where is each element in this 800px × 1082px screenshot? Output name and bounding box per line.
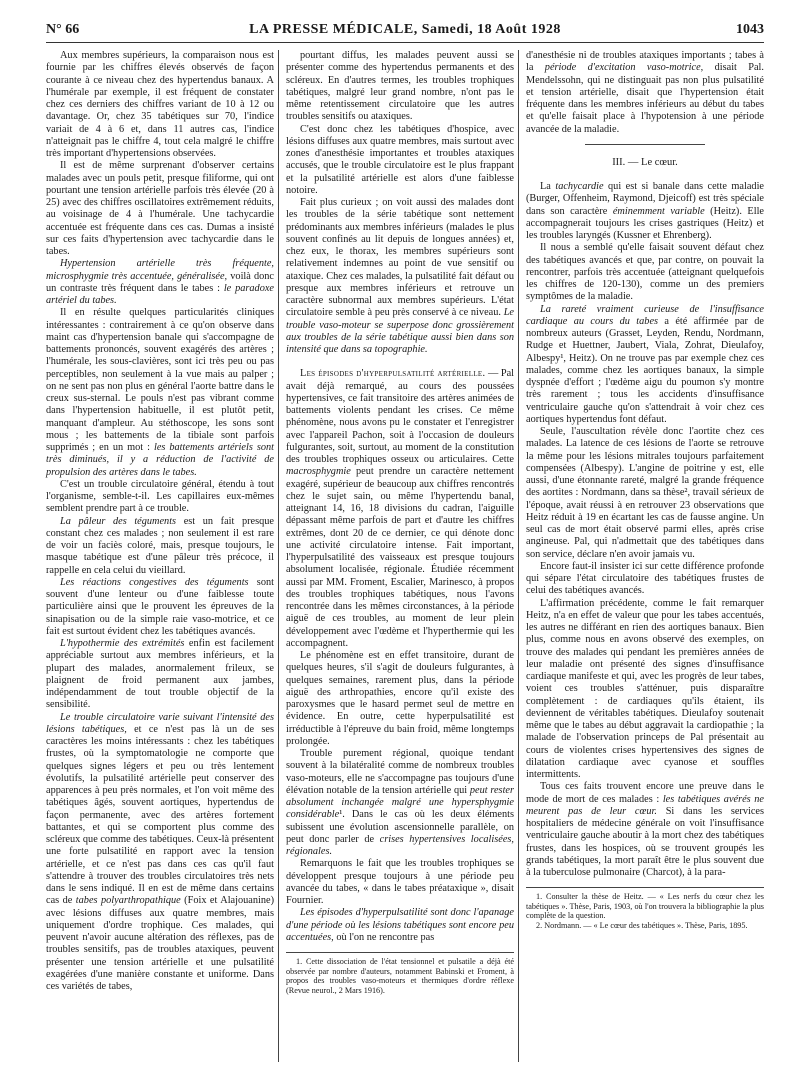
- paragraph: [46, 638, 274, 712]
- text-run: disait Pal. Mendelssohn, qui ne distinguait pas non plus pulsatilité et tension artérielle, disait que l'hypertension était fréquente dans les membres inférieurs au début du tabes et qu'elle faisait place à l'hypotension à une période avancée de la maladie.: [526, 62, 764, 135]
- text-run: est un fait presque constant chez ces malades ; non seulement il est rare de voir un faciès coloré, mais, presque toujours, le masque tabétique est d'une pâleur très précoce, il rappelle en cela celui du vieillard.: [46, 515, 274, 576]
- footnotes: [526, 892, 764, 930]
- paragraph: [286, 197, 514, 356]
- journal-title: LA PRESSE MÉDICALE, Samedi, 18 Août 1928: [249, 22, 561, 37]
- text-run: La: [540, 181, 556, 192]
- paragraph: [526, 781, 764, 879]
- column-3: [526, 50, 764, 931]
- emphasis: L'hypothermie des extrémités: [60, 638, 185, 649]
- paragraph: [286, 368, 514, 650]
- spacer: [286, 356, 514, 368]
- paragraph: [46, 577, 274, 638]
- text-run: Trouble purement régional, quoique tendant souvent à la bilatéralité comme de nombreux troubles vaso-moteurs, elle ne s'accompagne pas toujours d'une élévation notable de la tension artérielle qui: [286, 748, 514, 796]
- column-divider: [278, 50, 279, 1062]
- text-run: et ce n'est pas là un de ses caractères les moins intéressants : chez les tabétiques frustes, où la symptomatologie ne comporte que quelques signes légers et peu ou très lentement évolutifs, la pulsatilité artérielle peut conserver des apparences à peu près normales, et l'on voit même des tabétiques âgés, souvent aortiques, hypertendus de façon permanente, avec des artères fortement battantes, et qui se comportent plus comme des scléreux que comme des tabétiques. Ceux-là présentent une forte pulsatilité en rapport avec la tension artérielle, et ce n'est pas dans ces cas qu'il faut s'attendre à trouver des troubles circulatoires très nets dans le sens indiqué. Il en est de même dans certains cas de: [46, 723, 274, 907]
- emphasis: Le trouble circulatoire varie suivant l'intensité des lésions tabétiques,: [46, 711, 274, 735]
- paragraph: [46, 258, 274, 307]
- emphasis: macrosphygmie: [286, 466, 351, 478]
- text-run: d'anesthésie ni de troubles ataxiques importants ; tabes à la: [526, 50, 764, 74]
- emphasis: Les réactions congestives des téguments: [60, 576, 249, 588]
- text-run: qui est si banale dans cette maladie (Burger, Offenheim, Raymond, Djeicoff) est très spéciale dans son caractère: [526, 181, 765, 217]
- footnote: 1. Cette dissociation de l'état tensionnel et pulsatile a déjà été observée par nombre d'auteurs, notamment Babinski et Froment, à propos des troubles vaso-moteurs et thermiques d'ordre réflexe (Revue neurol., 2 Mars 1916).: [286, 957, 514, 995]
- paragraph: C'est un trouble circulatoire général, étendu à tout l'organisme, semble-t-il. Les capillaires eux-mêmes semblent prendre part à ce trouble.: [46, 478, 274, 515]
- emphasis: peut rester absolument inchangée malgré une hypersphygmie considérable: [286, 784, 515, 821]
- page-header: [46, 22, 764, 44]
- paragraph: [46, 516, 274, 577]
- text-run: Si dans les services hospitaliers de médecine générale on voit l'insuffisance ventriculaire gauche aboutir à la mort chez des tabétiques frustes, dans les hospices, où se trouvent groupés les grands tabétiques, la mort paraît être le plus souvent due à la tuberculose pulmonaire (Charcot), à la para-: [526, 805, 764, 878]
- emphasis: tabes polyarthropathique: [75, 895, 181, 907]
- paragraph: Le phénomène est en effet transitoire, durant de quelques heures, s'il s'agit de douleurs fulgurantes, à quelques semaines, rarement plus, dans la période aiguë des arthropathies, encore qu'il existe des paroxysmes que le hasard permet seul de mettre en évidence. En outre, cette hyperpulsatilité est irréductible à l'épreuve du bain froid, même longtemps prolongée.: [286, 650, 514, 747]
- emphasis: les tabétiques avérés ne meurent pas de leur cœur.: [526, 793, 765, 817]
- footnote: 1. Consulter la thèse de Heitz. — « Les nerfs du cœur chez les tabétiques ». Thèse, Paris, 1903, où l'on trouvera la bibliographie la plus complète de la question.: [526, 892, 764, 921]
- emphasis: Hypertension artérielle très fréquente, microsphygmie très accentuée, généralisée,: [46, 258, 274, 282]
- footnotes: [286, 957, 514, 995]
- emphasis: La pâleur des téguments: [60, 515, 177, 527]
- emphasis: les battements artériels sont très diminués, il y a réduction de l'activité de propulsion des artères dans le tabes.: [46, 442, 274, 478]
- emphasis: crises hypertensives localisées, régionales.: [286, 833, 514, 857]
- emphasis: Les épisodes d'hyperpulsatilité sont donc l'apanage d'une période où les lésions tabétiques sont encore peu accentuées,: [286, 907, 514, 943]
- emphasis: période d'excitation vaso-motrice,: [544, 62, 704, 74]
- column-1: [46, 50, 274, 993]
- paragraph: [526, 181, 764, 242]
- paragraph: Seule, l'auscultation révèle donc l'aortite chez ces malades. La latence de ces lésions de l'aorte se retrouve la même pour les lésions mitrales toujours parfaitement compensées (Albespy). L'angine de poitrine y est, elle aussi, d'une étonnante rareté, malgré la grande fréquence des aortites : Nordmann, dans sa thèse², travail sérieux de l'époque, avait réussi à en retrouver 23 observations que Heitz réduit à 19 en écartant les cas de fausse angine. Un seul cas de mort était observé parmi elles, après crise angineuse. Pal, qui n'admettait que des tabétiques dans son service, déclare n'en avoir jamais vu.: [526, 426, 764, 560]
- emphasis: La rareté vraiment curieuse de l'insuffisance cardiaque au cours du tabes: [526, 303, 764, 327]
- paragraph: [286, 907, 514, 944]
- section-heading: III. — Le cœur.: [612, 156, 678, 168]
- paragraph: [286, 748, 514, 858]
- emphasis: tachycardie: [555, 181, 604, 192]
- header-rule: [46, 42, 764, 43]
- emphasis: le paradoxe artériel du tabes.: [46, 282, 274, 306]
- paragraph: C'est donc chez les tabétiques d'hospice, avec lésions diffuses aux quatre membres, mais surtout avec zones d'anesthésie importantes et troubles ataxiques accusés, que le trouble circulatoire est le plus frappant et la pulsatilité artérielle est alors d'une faiblesse notoire.: [286, 123, 514, 196]
- paragraph: Remarquons le fait que les troubles trophiques se développent presque toujours à une période peu avancée du tabes, « dans le tabes préataxique », disait Fournier.: [286, 858, 514, 906]
- paragraph: pourtant diffus, les malades peuvent aussi se présenter comme des hypertendus permanents et des scléreux. En d'autres termes, les troubles trophiques tabétiques, malgré leur grand nombre, n'ont pas le même retentissement circulatoire que les autres troubles sensitifs ou ataxiques.: [286, 50, 514, 123]
- paragraph: [46, 307, 274, 479]
- paragraph: [46, 712, 274, 994]
- paragraph: Il est de même surprenant d'observer certains malades avec un pouls petit, presque filiforme, qui ont pourtant une tension artérielle parfois très élevée (20 à 25) avec des chiffres oscillatoires extrêmement réduits, au voisinage de 4 à l'humérale. Une tachycardie accentuée est fréquente dans ces cas. Dumas a insisté sur ces faits d'hypertension avec tachycardie dans le tabes.: [46, 160, 274, 257]
- column-2: [286, 50, 514, 995]
- emphasis: Le trouble vaso-moteur se superpose donc grossièrement aux troubles de la série tabétique aussi bien dans son intensité que dans sa topographie.: [286, 307, 514, 355]
- paragraph: Il nous a semblé qu'elle faisait souvent défaut chez des tabétiques avancés et que, par contre, on pouvait la rencontrer, parfois très accentuée (atteignant quelquefois les chiffres de 120-130), comme un des premiers symptômes de la maladie.: [526, 242, 764, 303]
- page-number: 1043: [736, 22, 764, 37]
- emphasis: éminemment variable: [612, 205, 705, 217]
- text-run: peut prendre un caractère nettement exagéré, supérieur de beaucoup aux chiffres rencontrés chez le sujet sain, ou même l'hypertendu banal, atteignant 14, 16, 18 divisions du cadran, l'aiguille dépassant même parfois de part et d'autre les chiffres extrêmes, dont 20 de ce dernier, ce qui dénote donc une activité circulatoire intense. Fait important, l'hyperpulsatilité des vaisseaux est presque toujours absolument localisée, régionale. Étudiée récemment aussi par MM. Froment, Escalier, Marinesco, à propos des troubles trophiques tabétiques, nous l'avons rencontrée dans les mêmes circonstances, à la période aiguë de ces troubles, au moment de leur plein développement avec l'œdème et l'hyperthermie qui les accompagnent.: [286, 466, 514, 649]
- section-heading: Les épisodes d'hyperpulsatilité artérielle.: [300, 368, 486, 380]
- text-run: (Heitz). Elle accompagnerait toujours les crises gastriques (Heitz) et les troubles laryngés (Kussner et Ehrenberg).: [526, 205, 764, 241]
- paragraph: Aux membres supérieurs, la comparaison nous est fournie par les chiffres élevés observés de façon courante à ce niveau chez des hypertendus banaux. A l'humérale par exemple, il est fréquent de constater chez ces derniers des chiffres variant de 10 à 12 ou davantage. Or, chez 35 tabétiques sur 70, l'indice variait de 4 à 6 et, dans 11 autres cas, l'indice n'atteignait pas le chiffre 4, tout cela malgré le chiffre très important d'hypertensions observées.: [46, 50, 274, 159]
- text-run: a été affirmée par de nombreux auteurs (Grasset, Leyden, Rendu, Nordmann, Rudge et Huettner, Jaubert, Viala, Zohrat, Dieulafoy, Albespy¹, Heitz). On ne trouve pas par exemple chez ces malades, comme chez les aortiques banaux, la simple dyspnée d'effort ; l'œdème aigu du poumon s'y montre très rarement ; tous les accidents d'insuffisance ventriculaire gauche qu'on s'attendrait à voir chez ces aortiques hypertendus font défaut.: [526, 315, 764, 425]
- paragraph: Encore faut-il insister ici sur cette différence profonde qui sépare l'état circulatoire des tabétiques frustes de celui des tabétiques avancés.: [526, 560, 764, 597]
- text-run: Fait plus curieux ; on voit aussi des malades dont les troubles de la série tabétique sont nettement prédominants aux membres inférieurs (malades le plus souvent confinés au lit depuis de longues années) et, chez eux, le thorax, les membres supérieurs sont relativement indemnes au point de vue sensitif ou ataxique. Chez ces malades, la pulsatilité fait défaut ou presque aux membres inférieurs et retrouve un caractère subnormal aux membres supérieurs. L'état circulatoire semble à peu près conservé à ce niveau.: [286, 197, 514, 319]
- text-run: — Pal avait déjà remarqué, au cours des poussées hypertensives, ce fait transitoire des artères animées de battements violents pendant les crises. Ce même phénomène, nous avons pu le constater et l'enregistrer avec l'appareil Pachon, soit à l'occasion de douleurs fulgurantes, soit, surtout, au moment de la constitution des troubles trophiques osseux ou articulaires. Cette: [286, 368, 514, 465]
- paragraph: [526, 50, 764, 136]
- issue-number: N° 66: [46, 22, 80, 37]
- footnote-rule: [526, 887, 764, 888]
- text-run: voilà donc un contraste très fréquent dans le tabes :: [46, 270, 274, 294]
- text-run: enfin est facilement appréciable surtout aux membres inférieurs, et la plupart des malades, anormalement frileux, se plaignent de froid permanent aux jambes, indépendamment de tout trouble objectif de la sensibilité.: [46, 638, 274, 711]
- text-run: Il en résulte quelques particularités cliniques intéressantes : contrairement à ce qu'on observe dans maint cas d'hypertension banale qui s'accompagne de battements prononcés, souvent exagérés des artères ; l'humérale, les sous-clavières, sont ici très peu ou pas perceptibles, non seulement à la vue mais au palper ; on ne sent pas non plus en général l'aorte battre dans le creux sus-sternal. Le pouls n'est pas vibrant comme dans l'hypertension habituelle, il est plutôt petit, manquant d'ampleur. Au stéthoscope, les sons sont mous ; les battements de la tibiale sont parfois supprimés ; en un mot :: [46, 307, 274, 453]
- column-divider: [518, 50, 519, 1062]
- paragraph: [526, 304, 764, 427]
- footnote-rule: [286, 952, 514, 953]
- text-run: (Foix et Alajouanine) avec lésions diffuses aux quatre membres, mais uniquement d'ordre trophique. Ces malades, qui peuvent n'avoir aucune altération des réflexes, pas de troubles sensitifs, pas de troubles ataxiques, peuvent présenter une tension artérielle et une pulsatilité exagérées d'une manière constante et uniforme. Dans ces variétés de tabes,: [46, 895, 275, 992]
- text-run: sont souvent d'une lenteur ou d'une faiblesse toute particulière ainsi que le prouvent les épreuves de la sinapisation ou de la simple raie vaso-motrice, et ce fait est surtout évident chez les tabétiques avancés.: [46, 576, 274, 637]
- paragraph: L'affirmation précédente, comme le fait remarquer Heitz, n'a en effet de valeur que pour les tabes accentués, les autres ne différant en rien des aortiques banaux. Bien plus, comme nous en avons observé des exemples, on trouve des malades qui pendant les premières années de leur maladie ont présenté des signes d'insuffisance cardiaque manifeste et qui, avec les progrès de leur tabes, voient ces troubles s'atténuer, puis disparaître complètement : de cardiaques qu'ils étaient, ils deviennent de véritables tabétiques. Dieulafoy soutenait même que le tabes au début aggravait la cardiopathie ; la malade de l'observation princeps de Pal présentait au cours de violentes crises hypertensives des signes de dilatation cardiaque avec cyanose et souffles intermittents.: [526, 597, 764, 780]
- section-rule: [585, 144, 705, 145]
- text-run: où l'on ne rencontre pas: [333, 931, 435, 943]
- text-run: ¹. Dans le cas où les deux éléments subissent une évolution ascensionnelle parallèle, on peut donc parler de: [286, 809, 514, 845]
- text-run: Tous ces faits trouvent encore une preuve dans le mode de mort de ces malades :: [526, 781, 764, 805]
- footnote: 2. Nordmann. — « Le cœur des tabétiques ». Thèse, Paris, 1895.: [536, 921, 748, 931]
